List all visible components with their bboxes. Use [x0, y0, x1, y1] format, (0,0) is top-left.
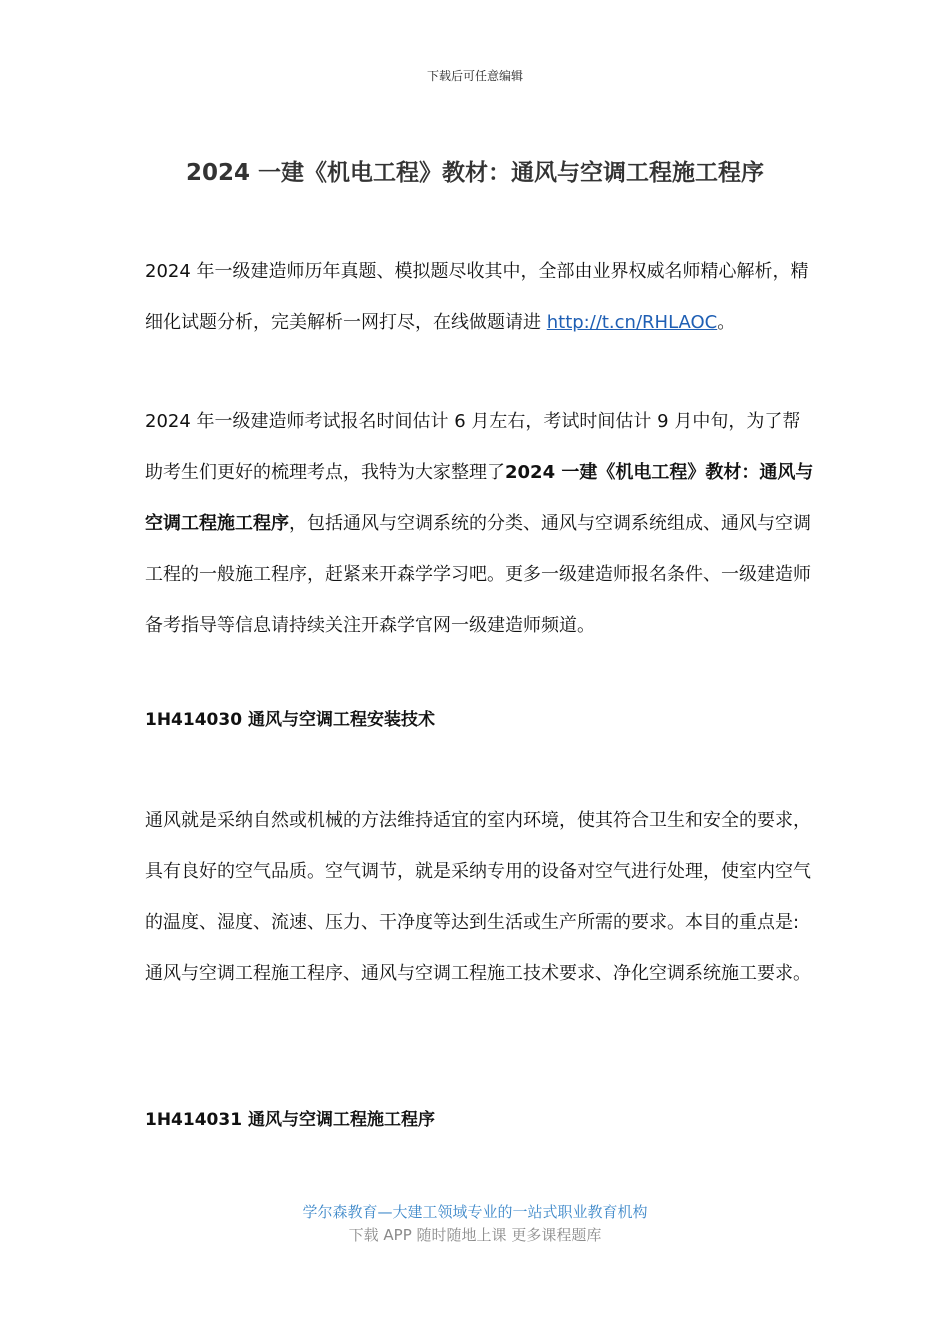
document-title: 2024 一建《机电工程》教材：通风与空调工程施工程序: [185, 160, 765, 186]
exam-link[interactable]: http://t.cn/RHLAOC: [546, 312, 718, 333]
intro-text: 2024 年一级建造师历年真题、模拟题尽收其中，全部由业界权威名师精心解析，精细化试题分析，完美解析一网打尽，在线做题请进: [145, 261, 809, 333]
ventilation-paragraph: 通风就是采纳自然或机械的方法维持适宜的室内环境，使其符合卫生和安全的要求，具有良好的空气品质。空气调节，就是采纳专用的设备对空气进行处理，使室内空气的温度、湿度、流速、压力、干净度等达到生活或生产所需的要求。本目的重点是:通风与空调工程施工程序、通风与空调工程施工技术要求、净化空调系统施工要求。: [145, 810, 811, 984]
registration-text-end: ，包括通风与空调系统的分类、通风与空调系统组成、通风与空调工程的一般施工程序，赶紧来开森学学习吧。更多一级建造师报名条件、一级建造师备考指导等信息请持续关注开森学官网一级建造师频道。: [145, 513, 811, 636]
section-heading-1h414031: 1H414031 通风与空调工程施工程序: [145, 1110, 435, 1130]
header-note: 下载后可任意编辑: [426, 69, 523, 83]
registration-paragraph: [145, 396, 815, 651]
footer-app-promo: 下载 APP 随时随地上课 更多课程题库: [348, 1226, 602, 1244]
registration-bold-title: 2024 一建《机电工程》教材：通风与空调工程施工程序: [145, 462, 814, 534]
footer-slogan: 学尔森教育—大建工领域专业的一站式职业教育机构: [302, 1203, 648, 1221]
intro-text-end: 。: [717, 312, 736, 333]
intro-paragraph: [145, 246, 815, 348]
section-heading-1h414030: 1H414030 通风与空调工程安装技术: [145, 710, 435, 730]
registration-text: 2024 年一级建造师考试报名时间估计 6 月左右，考试时间估计 9 月中旬，为了帮助考生们更好的梳理考点，我特为大家整理了: [145, 411, 801, 483]
